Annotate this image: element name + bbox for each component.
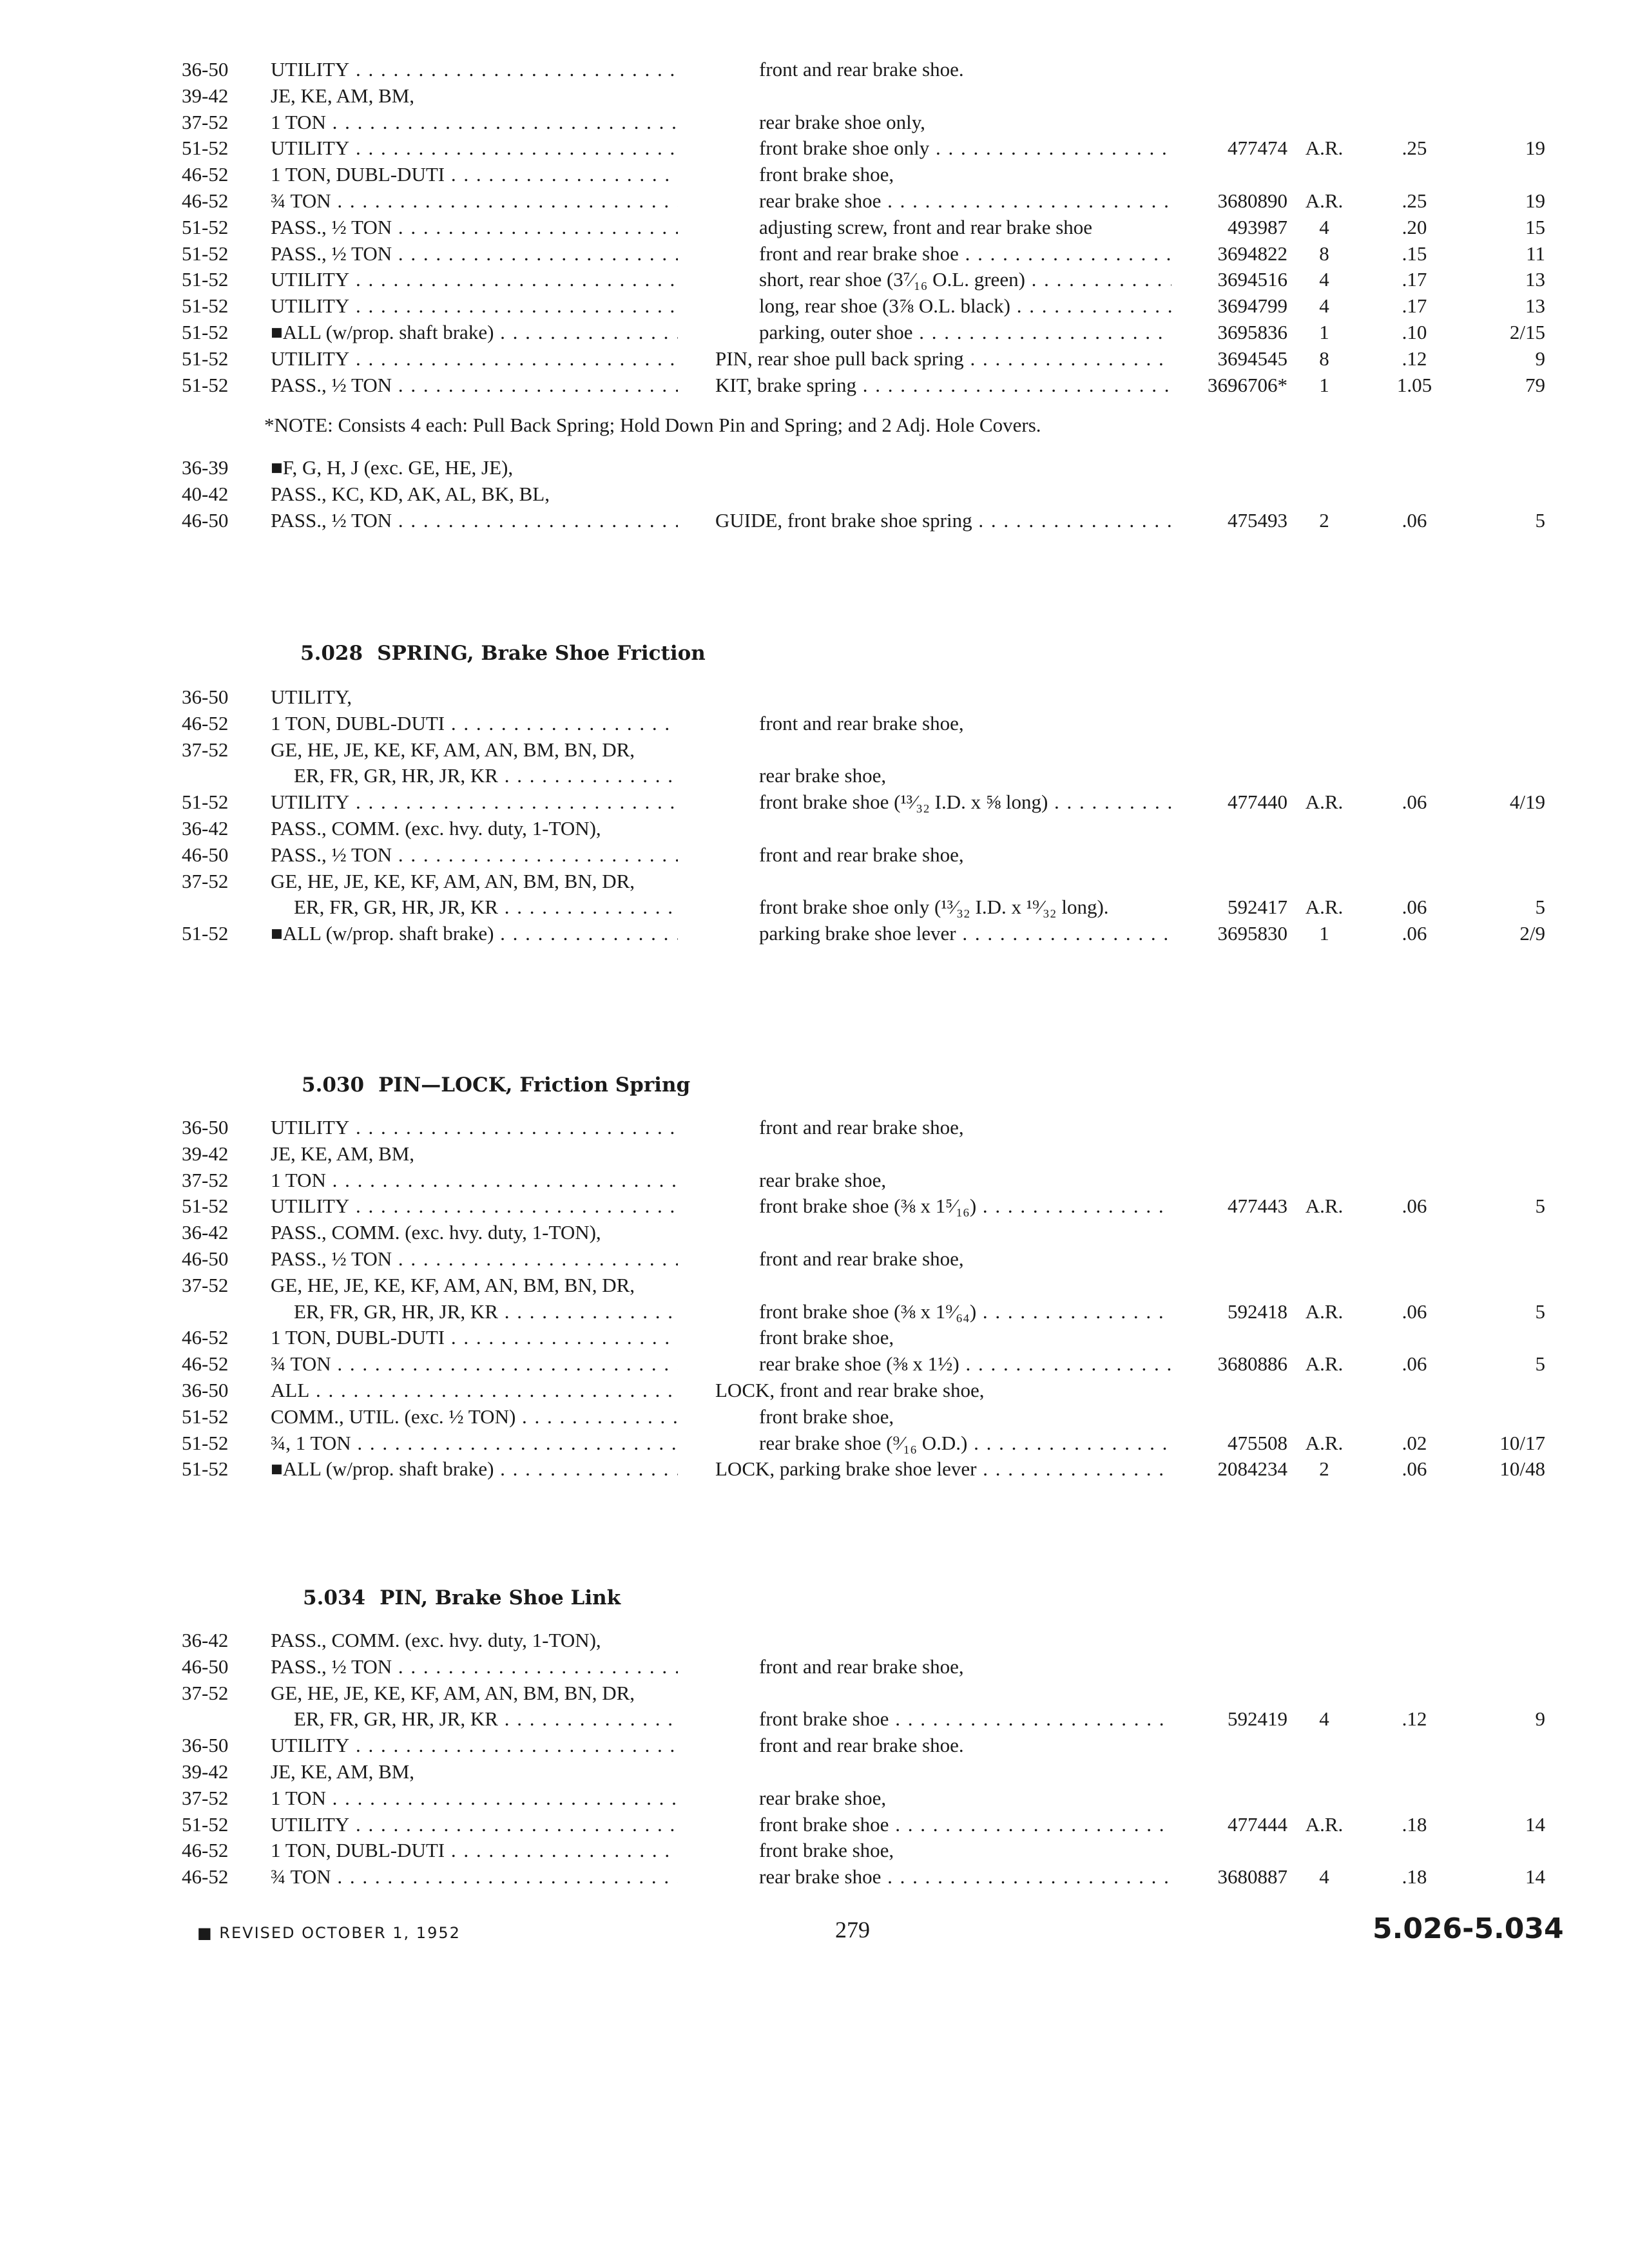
part-number-cell: 592417 — [1228, 896, 1287, 919]
model-cell: JE, KE, AM, BM, — [271, 84, 415, 107]
price-cell: .18 — [1402, 1812, 1427, 1836]
price-cell: .17 — [1402, 294, 1427, 318]
quantity-cell: A.R. — [1305, 1352, 1344, 1376]
part-number-cell: 3695830 — [1217, 922, 1287, 945]
part-number-cell: 3694516 — [1217, 268, 1287, 291]
year-range-cell: 51-52 — [182, 1457, 229, 1481]
description-cell: front brake shoe (⅜ x 1⁵⁄₁₆) . . . — [759, 1193, 1171, 1219]
year-range-cell: 36-50 — [182, 58, 229, 81]
price-cell: .20 — [1402, 215, 1427, 238]
year-range-cell: 37-52 — [182, 110, 229, 133]
group-cell: 19 — [1525, 137, 1545, 160]
price-cell: .06 — [1402, 1300, 1427, 1323]
model-cell: JE, KE, AM, BM, — [271, 1760, 415, 1783]
description-cell: front brake shoe . . . — [759, 1706, 1171, 1732]
model-cell: UTILITY . . . — [271, 789, 678, 815]
description-cell: rear brake shoe, — [759, 764, 887, 787]
description-cell: front and rear brake shoe. — [759, 1734, 964, 1757]
table-row — [0, 320, 1629, 345]
model-cell: PASS., ½ TON . . . — [271, 215, 678, 240]
price-cell: .06 — [1402, 1195, 1427, 1218]
group-cell: 2/15 — [1509, 321, 1545, 343]
year-range-cell: 46-50 — [182, 508, 229, 532]
table-row — [0, 1299, 1629, 1325]
table-row — [0, 1273, 1629, 1298]
model-cell: ALL . . . — [271, 1378, 678, 1403]
year-range-cell: 37-52 — [182, 1168, 229, 1191]
year-range-cell: 51-52 — [182, 215, 229, 238]
table-row — [0, 1246, 1629, 1272]
price-cell: .06 — [1402, 896, 1427, 919]
part-number-cell: 3694799 — [1217, 294, 1287, 318]
description-cell: LOCK, front and rear brake shoe, — [715, 1379, 985, 1401]
year-range-cell: 51-52 — [182, 922, 229, 945]
section-range: 5.026-5.034 — [1373, 1912, 1564, 1945]
quantity-cell: A.R. — [1305, 1431, 1344, 1454]
quantity-cell: A.R. — [1305, 1195, 1344, 1218]
model-cell: UTILITY . . . — [271, 1115, 678, 1140]
model-cell: UTILITY . . . — [271, 346, 678, 372]
part-number-cell: 3680886 — [1217, 1352, 1287, 1376]
table-row — [0, 1838, 1629, 1863]
model-cell: PASS., ½ TON . . . — [271, 1654, 678, 1680]
table-row — [0, 57, 1629, 82]
description-cell: rear brake shoe . . . — [759, 1864, 1171, 1890]
model-cell: 1 TON, DUBL-DUTI . . . — [271, 711, 678, 736]
model-cell: PASS., ½ TON . . . — [271, 241, 678, 267]
description-cell: front brake shoe only (¹³⁄₃₂ I.D. x ¹⁹⁄₃₂ long). — [759, 896, 1109, 919]
price-cell: .12 — [1402, 1707, 1427, 1731]
table-row — [0, 789, 1629, 815]
table-row — [0, 346, 1629, 372]
year-range-cell: 46-52 — [182, 711, 229, 735]
quantity-cell: 4 — [1319, 215, 1329, 238]
model-cell: UTILITY . . . — [271, 135, 678, 161]
description-cell: front brake shoe . . . — [759, 1812, 1171, 1838]
table-row — [0, 1733, 1629, 1758]
description-cell: adjusting screw, front and rear brake shoe — [759, 215, 1093, 238]
table-row — [0, 215, 1629, 240]
group-cell: 13 — [1525, 268, 1545, 291]
description-cell: KIT, brake spring . . . — [715, 372, 1171, 398]
price-cell: .12 — [1402, 347, 1427, 370]
model-cell: 1 TON . . . — [271, 1168, 678, 1193]
year-range-cell: 36-50 — [182, 1379, 229, 1401]
part-number-cell: 475493 — [1228, 508, 1287, 532]
model-cell: ■F, G, H, J (exc. GE, HE, JE), — [271, 456, 514, 479]
group-cell: 5 — [1535, 508, 1545, 532]
quantity-cell: A.R. — [1305, 791, 1344, 814]
table-row — [0, 1168, 1629, 1193]
year-range-cell: 36-50 — [182, 686, 229, 708]
model-cell: ■ALL (w/prop. shaft brake) . . . — [271, 320, 678, 345]
year-range-cell: 37-52 — [182, 1786, 229, 1809]
section-heading — [303, 1586, 621, 1610]
description-cell: rear brake shoe, — [759, 1786, 887, 1809]
table-row — [0, 293, 1629, 319]
table-row — [0, 1759, 1629, 1785]
model-cell: PASS., COMM. (exc. hvy. duty, 1-TON), — [271, 1629, 601, 1651]
group-cell: 5 — [1535, 896, 1545, 919]
quantity-cell: 4 — [1319, 1865, 1329, 1888]
table-row — [0, 894, 1629, 920]
year-range-cell: 37-52 — [182, 1273, 229, 1296]
description-cell: front and rear brake shoe, — [759, 1655, 964, 1678]
part-number-cell: 477440 — [1228, 791, 1287, 814]
quantity-cell: 4 — [1319, 1707, 1329, 1731]
description-cell: front and rear brake shoe . . . — [759, 241, 1171, 267]
model-cell: ¾, 1 TON . . . — [271, 1430, 678, 1456]
description-cell: front and rear brake shoe, — [759, 1247, 964, 1270]
model-cell: GE, HE, JE, KE, KF, AM, AN, BM, BN, DR, — [271, 738, 635, 761]
description-cell: front brake shoe (⅜ x 1⁹⁄₆₄) . . . — [759, 1299, 1171, 1325]
model-cell: GE, HE, JE, KE, KF, AM, AN, BM, BN, DR, — [271, 869, 635, 892]
quantity-cell: A.R. — [1305, 189, 1344, 212]
description-cell: rear brake shoe (⁹⁄₁₆ O.D.) . . . — [759, 1430, 1171, 1456]
year-range-cell: 36-42 — [182, 1221, 229, 1244]
description-cell: front brake shoe, — [759, 1326, 894, 1349]
section-heading — [300, 642, 706, 665]
part-number-cell: 493987 — [1228, 215, 1287, 238]
part-number-cell: 3694545 — [1217, 347, 1287, 370]
quantity-cell: 2 — [1319, 1457, 1329, 1481]
model-cell: ER, FR, GR, HR, JR, KR . . . — [271, 763, 678, 789]
year-range-cell: 46-52 — [182, 163, 229, 186]
price-cell: .10 — [1402, 321, 1427, 343]
model-cell: ER, FR, GR, HR, JR, KR . . . — [271, 1706, 678, 1732]
year-range-cell: 37-52 — [182, 1681, 229, 1704]
part-number-cell: 3680890 — [1217, 189, 1287, 212]
table-row — [0, 1706, 1629, 1732]
year-range-cell: 36-50 — [182, 1116, 229, 1139]
quantity-cell: 2 — [1319, 508, 1329, 532]
group-cell: 2/9 — [1519, 922, 1545, 945]
description-cell: parking, outer shoe . . . — [759, 320, 1171, 345]
table-row — [0, 455, 1629, 481]
section-title: SPRING, Brake Shoe Friction — [377, 642, 706, 665]
table-row — [0, 1325, 1629, 1350]
part-number-cell: 592418 — [1228, 1300, 1287, 1323]
description-cell: LOCK, parking brake shoe lever . . . — [715, 1456, 1171, 1482]
model-cell: ¾ TON . . . — [271, 1351, 678, 1377]
table-row — [0, 711, 1629, 736]
revision-note: ■ REVISED OCTOBER 1, 1952 — [197, 1924, 461, 1942]
table-row — [0, 842, 1629, 868]
year-range-cell: 51-52 — [182, 1405, 229, 1428]
part-number-cell: 592419 — [1228, 1707, 1287, 1731]
price-cell: .06 — [1402, 791, 1427, 814]
model-cell: ER, FR, GR, HR, JR, KR . . . — [271, 894, 678, 920]
description-cell: front and rear brake shoe. — [759, 58, 964, 81]
table-row — [0, 1115, 1629, 1140]
model-cell: 1 TON, DUBL-DUTI . . . — [271, 1838, 678, 1863]
year-range-cell: 51-52 — [182, 242, 229, 265]
description-cell: front and rear brake shoe, — [759, 711, 964, 735]
model-cell: PASS., COMM. (exc. hvy. duty, 1-TON), — [271, 1221, 601, 1244]
part-number-cell: 477444 — [1228, 1812, 1287, 1836]
quantity-cell: 8 — [1319, 242, 1329, 265]
year-range-cell: 46-50 — [182, 1247, 229, 1270]
year-range-cell: 39-42 — [182, 1142, 229, 1165]
year-range-cell: 36-42 — [182, 817, 229, 840]
quantity-cell: 8 — [1319, 347, 1329, 370]
year-range-cell: 51-52 — [182, 294, 229, 318]
model-cell: PASS., KC, KD, AK, AL, BK, BL, — [271, 482, 550, 505]
group-cell: 19 — [1525, 189, 1545, 212]
year-range-cell: 51-52 — [182, 1812, 229, 1836]
description-cell: front brake shoe, — [759, 1405, 894, 1428]
year-range-cell: 46-52 — [182, 1326, 229, 1349]
year-range-cell: 51-52 — [182, 373, 229, 396]
description-cell: rear brake shoe (⅜ x 1½) . . . — [759, 1351, 1171, 1377]
table-row — [0, 1351, 1629, 1377]
year-range-cell: 51-52 — [182, 1195, 229, 1218]
year-range-cell: 36-39 — [182, 456, 229, 479]
description-cell: front brake shoe, — [759, 163, 894, 186]
page-number: 279 — [835, 1917, 870, 1943]
description-cell: front and rear brake shoe, — [759, 1116, 964, 1139]
model-cell: PASS., ½ TON . . . — [271, 1246, 678, 1272]
table-row — [0, 135, 1629, 161]
model-cell: ■ALL (w/prop. shaft brake) . . . — [271, 921, 678, 947]
model-cell: UTILITY, — [271, 686, 352, 708]
quantity-cell: A.R. — [1305, 1812, 1344, 1836]
year-range-cell: 39-42 — [182, 84, 229, 107]
table-row — [0, 1654, 1629, 1680]
model-cell: UTILITY . . . — [271, 1733, 678, 1758]
model-cell: 1 TON, DUBL-DUTI . . . — [271, 1325, 678, 1350]
group-cell: 9 — [1535, 347, 1545, 370]
model-cell: GE, HE, JE, KE, KF, AM, AN, BM, BN, DR, — [271, 1273, 635, 1296]
quantity-cell: 1 — [1319, 321, 1329, 343]
section-title: PIN, Brake Shoe Link — [380, 1586, 621, 1610]
year-range-cell: 40-42 — [182, 482, 229, 505]
description-cell: front brake shoe, — [759, 1839, 894, 1862]
model-cell: UTILITY . . . — [271, 1812, 678, 1838]
price-cell: 1.05 — [1396, 373, 1432, 396]
group-cell: 14 — [1525, 1812, 1545, 1836]
table-row — [0, 1628, 1629, 1653]
year-range-cell: 51-52 — [182, 321, 229, 343]
year-range-cell: 46-52 — [182, 1865, 229, 1888]
year-range-cell: 46-50 — [182, 1655, 229, 1678]
table-row — [0, 162, 1629, 187]
description-cell: front brake shoe (¹³⁄₃₂ I.D. x ⅝ long) . . . — [759, 789, 1171, 815]
group-cell: 5 — [1535, 1195, 1545, 1218]
model-cell: PASS., ½ TON . . . — [271, 372, 678, 398]
table-row — [0, 763, 1629, 789]
part-number-cell: 3696706* — [1208, 373, 1287, 396]
description-cell: GUIDE, front brake shoe spring . . . — [715, 508, 1171, 533]
model-cell: COMM., UTIL. (exc. ½ TON) . . . — [271, 1404, 678, 1430]
group-cell: 9 — [1535, 1707, 1545, 1731]
year-range-cell: 51-52 — [182, 347, 229, 370]
table-row — [0, 267, 1629, 293]
table-row — [0, 737, 1629, 763]
table-row — [0, 1864, 1629, 1890]
table-row — [0, 1378, 1629, 1403]
part-number-cell: 3680887 — [1217, 1865, 1287, 1888]
quantity-cell: 1 — [1319, 922, 1329, 945]
model-cell: 1 TON . . . — [271, 1785, 678, 1811]
table-row — [0, 869, 1629, 894]
description-cell: rear brake shoe . . . — [759, 188, 1171, 214]
description-cell: rear brake shoe only, — [759, 110, 925, 133]
model-cell: ¾ TON . . . — [271, 188, 678, 214]
description-cell: front and rear brake shoe, — [759, 843, 964, 866]
table-row — [0, 816, 1629, 841]
price-cell: .02 — [1402, 1431, 1427, 1454]
kit-note: *NOTE: Consists 4 each: Pull Back Spring; Hold Down Pin and Spring; and 2 Adj. Hole Covers. — [264, 414, 1041, 436]
table-row — [0, 1812, 1629, 1838]
part-number-cell: 475508 — [1228, 1431, 1287, 1454]
year-range-cell: 51-52 — [182, 791, 229, 814]
quantity-cell: 4 — [1319, 294, 1329, 318]
table-row — [0, 241, 1629, 267]
quantity-cell: A.R. — [1305, 1300, 1344, 1323]
price-cell: .25 — [1402, 137, 1427, 160]
description-cell: long, rear shoe (3⅞ O.L. black) . . . — [759, 293, 1171, 319]
table-row — [0, 1220, 1629, 1245]
part-number-cell: 477443 — [1228, 1195, 1287, 1218]
year-range-cell: 51-52 — [182, 1431, 229, 1454]
group-cell: 14 — [1525, 1865, 1545, 1888]
part-number-cell: 3694822 — [1217, 242, 1287, 265]
price-cell: .06 — [1402, 1352, 1427, 1376]
quantity-cell: A.R. — [1305, 137, 1344, 160]
description-cell: front brake shoe only . . . — [759, 135, 1171, 161]
price-cell: .18 — [1402, 1865, 1427, 1888]
table-row — [0, 481, 1629, 507]
price-cell: .15 — [1402, 242, 1427, 265]
section-title: PIN—LOCK, Friction Spring — [378, 1073, 691, 1097]
group-cell: 11 — [1526, 242, 1545, 265]
group-cell: 15 — [1525, 215, 1545, 238]
table-row — [0, 1430, 1629, 1456]
model-cell: UTILITY . . . — [271, 1193, 678, 1219]
model-cell: ER, FR, GR, HR, JR, KR . . . — [271, 1299, 678, 1325]
table-row — [0, 1456, 1629, 1482]
table-row — [0, 372, 1629, 398]
model-cell: GE, HE, JE, KE, KF, AM, AN, BM, BN, DR, — [271, 1681, 635, 1704]
model-cell: ¾ TON . . . — [271, 1864, 678, 1890]
year-range-cell: 46-52 — [182, 189, 229, 212]
model-cell: PASS., ½ TON . . . — [271, 508, 678, 533]
group-cell: 5 — [1535, 1300, 1545, 1323]
description-cell: short, rear shoe (3⁷⁄₁₆ O.L. green) . . . — [759, 267, 1171, 293]
model-cell: ■ALL (w/prop. shaft brake) . . . — [271, 1456, 678, 1482]
section-number: 5.034 — [303, 1586, 366, 1610]
year-range-cell: 46-50 — [182, 843, 229, 866]
group-cell: 79 — [1525, 373, 1545, 396]
model-cell: PASS., ½ TON . . . — [271, 842, 678, 868]
table-row — [0, 684, 1629, 710]
price-cell: .25 — [1402, 189, 1427, 212]
table-row — [0, 110, 1629, 135]
group-cell: 10/17 — [1499, 1431, 1545, 1454]
price-cell: .17 — [1402, 268, 1427, 291]
year-range-cell: 46-52 — [182, 1352, 229, 1376]
group-cell: 5 — [1535, 1352, 1545, 1376]
table-row — [0, 1680, 1629, 1706]
model-cell: 1 TON, DUBL-DUTI . . . — [271, 162, 678, 187]
table-row — [0, 83, 1629, 109]
quantity-cell: A.R. — [1305, 896, 1344, 919]
year-range-cell: 36-42 — [182, 1629, 229, 1651]
year-range-cell: 46-52 — [182, 1839, 229, 1862]
table-row — [0, 188, 1629, 214]
section-number: 5.028 — [300, 642, 363, 665]
year-range-cell: 37-52 — [182, 738, 229, 761]
section-number: 5.030 — [302, 1073, 365, 1097]
group-cell: 13 — [1525, 294, 1545, 318]
price-cell: .06 — [1402, 1457, 1427, 1481]
quantity-cell: 4 — [1319, 268, 1329, 291]
year-range-cell: 37-52 — [182, 869, 229, 892]
table-row — [0, 1193, 1629, 1219]
quantity-cell: 1 — [1319, 373, 1329, 396]
group-cell: 4/19 — [1509, 791, 1545, 814]
table-row — [0, 921, 1629, 947]
price-cell: .06 — [1402, 508, 1427, 532]
description-cell: rear brake shoe, — [759, 1168, 887, 1191]
section-heading — [302, 1073, 690, 1097]
part-number-cell: 477474 — [1228, 137, 1287, 160]
year-range-cell: 51-52 — [182, 268, 229, 291]
part-number-cell: 2084234 — [1217, 1457, 1287, 1481]
description-cell: parking brake shoe lever . . . — [759, 921, 1171, 947]
price-cell: .06 — [1402, 922, 1427, 945]
model-cell: UTILITY . . . — [271, 267, 678, 293]
table-row — [0, 508, 1629, 533]
group-cell: 10/48 — [1499, 1457, 1545, 1481]
table-row — [0, 1141, 1629, 1167]
model-cell: UTILITY . . . — [271, 293, 678, 319]
year-range-cell: 36-50 — [182, 1734, 229, 1757]
model-cell: UTILITY . . . — [271, 57, 678, 82]
year-range-cell: 51-52 — [182, 137, 229, 160]
description-cell: PIN, rear shoe pull back spring . . . — [715, 346, 1171, 372]
table-row — [0, 1404, 1629, 1430]
table-row — [0, 1785, 1629, 1811]
year-range-cell: 39-42 — [182, 1760, 229, 1783]
part-number-cell: 3695836 — [1217, 321, 1287, 343]
model-cell: JE, KE, AM, BM, — [271, 1142, 415, 1165]
model-cell: PASS., COMM. (exc. hvy. duty, 1-TON), — [271, 817, 601, 840]
model-cell: 1 TON . . . — [271, 110, 678, 135]
